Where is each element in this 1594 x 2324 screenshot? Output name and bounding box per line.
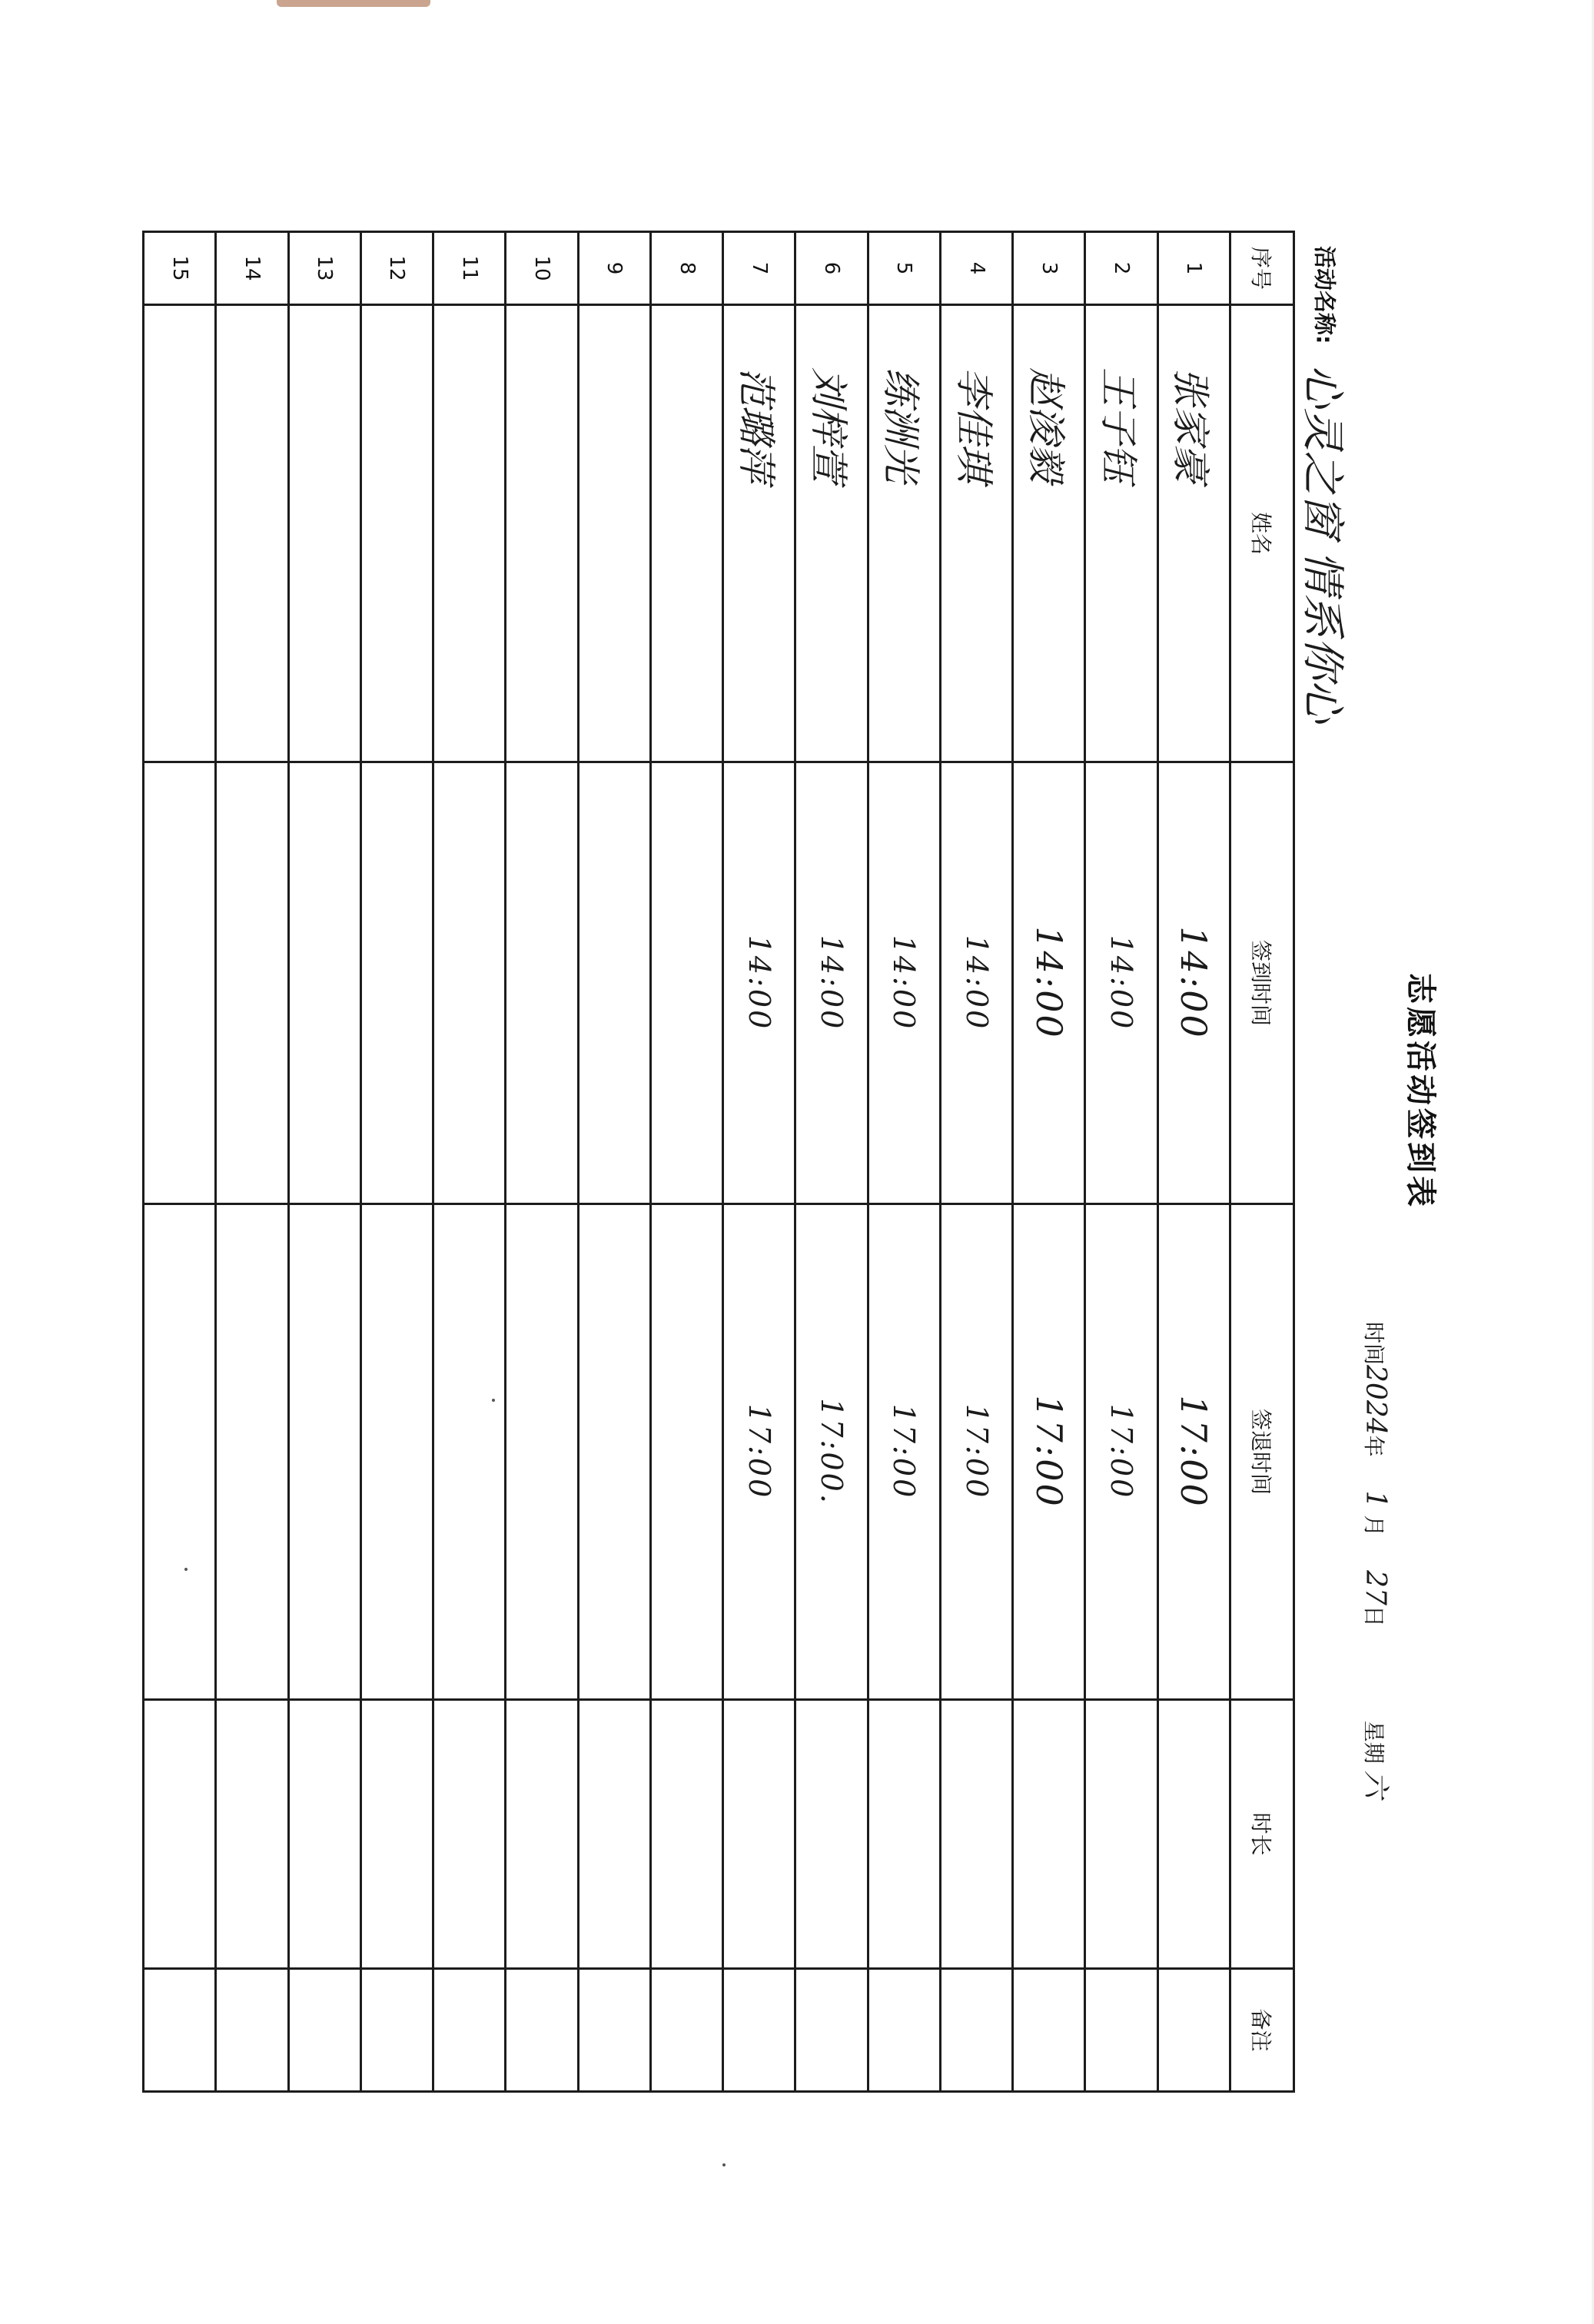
row-no: 13	[288, 232, 360, 305]
date-year-unit: 年	[1361, 1435, 1386, 1457]
row-note	[216, 1969, 288, 2092]
row-no: 2	[1085, 232, 1157, 305]
row-note	[1157, 1969, 1230, 2092]
row-duration	[940, 1700, 1012, 1969]
row-duration	[506, 1700, 578, 1969]
row-name	[360, 305, 433, 762]
row-name-cell	[723, 305, 795, 762]
table-row	[360, 232, 433, 2092]
activity-label: 活动名称:	[1311, 246, 1338, 344]
row-duration	[650, 1700, 722, 1969]
row-checkout: 17:00	[959, 1403, 994, 1500]
row-checkin-cell	[1085, 762, 1157, 1204]
row-checkout	[506, 1204, 578, 1700]
row-name	[506, 305, 578, 762]
row-name: 范璐萍	[733, 367, 779, 483]
row-checkout: 17:00	[1173, 1395, 1215, 1509]
row-checkout	[216, 1204, 288, 1700]
header-checkin: 签到时间	[1230, 762, 1294, 1204]
row-note	[360, 1969, 433, 2092]
row-name	[288, 305, 360, 762]
activity-name-line	[1297, 246, 1357, 723]
row-checkin: 14:00	[887, 935, 922, 1031]
table-row	[868, 232, 940, 2092]
sign-in-table	[142, 231, 1295, 2093]
row-checkin: 14:00	[959, 935, 994, 1031]
table-row	[650, 232, 722, 2092]
activity-value: 心灵之窗 情系你心	[1297, 364, 1347, 723]
row-note	[1085, 1969, 1157, 2092]
row-name: 练洲光	[878, 367, 924, 483]
row-name	[578, 305, 650, 762]
row-checkout-cell	[1157, 1204, 1230, 1700]
row-note	[433, 1969, 506, 2092]
document-title: 志愿活动签到表	[1403, 973, 1438, 1210]
row-duration	[723, 1700, 795, 1969]
row-checkout	[144, 1204, 216, 1700]
row-checkin-cell	[1013, 762, 1085, 1204]
row-checkin	[650, 762, 722, 1204]
row-name	[433, 305, 506, 762]
row-note	[650, 1969, 722, 2092]
date-day: 27	[1360, 1570, 1391, 1605]
row-note	[506, 1969, 578, 2092]
table-row	[433, 232, 506, 2092]
row-checkout	[360, 1204, 433, 1700]
row-no: 3	[1013, 232, 1085, 305]
row-checkout: 17:00	[887, 1403, 922, 1500]
row-checkin-cell	[868, 762, 940, 1204]
header-duration: 时长	[1230, 1700, 1294, 1969]
table-row	[1157, 232, 1230, 2092]
row-note	[578, 1969, 650, 2092]
row-duration	[288, 1700, 360, 1969]
table-row	[1013, 232, 1085, 2092]
row-no: 15	[144, 232, 216, 305]
weekday-label: 星期	[1361, 1720, 1386, 1764]
weekday-value: 六	[1360, 1770, 1391, 1798]
row-no: 10	[506, 232, 578, 305]
row-name	[144, 305, 216, 762]
row-name-cell	[795, 305, 868, 762]
row-no: 9	[578, 232, 650, 305]
row-name-cell	[1085, 305, 1157, 762]
row-checkin-cell	[723, 762, 795, 1204]
row-checkout-cell	[940, 1204, 1012, 1700]
sign-in-sheet	[61, 131, 1445, 2052]
row-duration	[144, 1700, 216, 1969]
row-note	[288, 1969, 360, 2092]
row-duration	[578, 1700, 650, 1969]
row-no: 6	[795, 232, 868, 305]
date-month-unit: 月	[1361, 1515, 1386, 1537]
table-row	[144, 232, 216, 2092]
row-checkout-cell	[795, 1204, 868, 1700]
row-checkin: 14:00	[815, 935, 849, 1031]
header-note: 备注	[1230, 1969, 1294, 2092]
row-checkin: 14:00	[1173, 926, 1215, 1040]
date-year: 2024	[1360, 1365, 1391, 1436]
row-checkout	[288, 1204, 360, 1700]
row-name: 张家豪	[1168, 367, 1214, 483]
row-checkout: 17:00	[1104, 1403, 1139, 1500]
row-note	[940, 1969, 1012, 2092]
row-checkin	[360, 762, 433, 1204]
row-checkin	[506, 762, 578, 1204]
header-no: 序号	[1230, 232, 1294, 305]
date-prefix: 时间	[1361, 1322, 1386, 1366]
row-no: 7	[723, 232, 795, 305]
row-note	[144, 1969, 216, 2092]
row-name	[216, 305, 288, 762]
row-duration	[360, 1700, 433, 1969]
row-checkin-cell	[940, 762, 1012, 1204]
row-name: 李佳琪	[951, 367, 996, 483]
row-checkin	[216, 762, 288, 1204]
row-checkin	[144, 762, 216, 1204]
scan-speck	[722, 2163, 726, 2166]
row-no: 11	[433, 232, 506, 305]
row-note	[1013, 1969, 1085, 2092]
table-row	[723, 232, 795, 2092]
row-duration	[433, 1700, 506, 1969]
row-checkout-cell	[1085, 1204, 1157, 1700]
row-note	[795, 1969, 868, 2092]
row-duration	[795, 1700, 868, 1969]
table-row	[940, 232, 1012, 2092]
row-checkout-cell	[723, 1204, 795, 1700]
row-checkout: 17:00	[742, 1403, 776, 1500]
row-checkout: 17:00.	[815, 1398, 849, 1506]
table-row	[795, 232, 868, 2092]
row-name-cell	[940, 305, 1012, 762]
table-row	[578, 232, 650, 2092]
table-row	[1085, 232, 1157, 2092]
table-row	[506, 232, 578, 2092]
row-checkin	[433, 762, 506, 1204]
header-name: 姓名	[1230, 305, 1294, 762]
row-no: 4	[940, 232, 1012, 305]
header-checkout: 签退时间	[1230, 1204, 1294, 1700]
date-line	[1360, 1322, 1397, 1798]
row-checkin	[578, 762, 650, 1204]
row-checkin	[288, 762, 360, 1204]
row-name: 王子钰	[1096, 367, 1141, 483]
row-no: 5	[868, 232, 940, 305]
date-day-unit: 日	[1361, 1605, 1386, 1627]
date-month: 1	[1360, 1490, 1391, 1509]
table-row	[216, 232, 288, 2092]
row-no: 1	[1157, 232, 1230, 305]
table-row	[288, 232, 360, 2092]
row-duration	[868, 1700, 940, 1969]
row-name-cell	[1157, 305, 1230, 762]
row-duration	[1013, 1700, 1085, 1969]
row-checkin: 14:00	[742, 935, 776, 1031]
row-no: 12	[360, 232, 433, 305]
row-checkin-cell	[1157, 762, 1230, 1204]
row-checkout-cell	[1013, 1204, 1085, 1700]
row-note	[723, 1969, 795, 2092]
row-checkin: 14:00	[1028, 926, 1070, 1040]
row-checkout: 17:00	[1028, 1395, 1070, 1509]
row-duration	[216, 1700, 288, 1969]
row-checkout	[650, 1204, 722, 1700]
row-checkin-cell	[795, 762, 868, 1204]
row-checkout-cell	[868, 1204, 940, 1700]
row-name-cell	[1013, 305, 1085, 762]
row-checkout	[433, 1204, 506, 1700]
row-no: 8	[650, 232, 722, 305]
row-name: 赵浚毅	[1023, 367, 1068, 483]
row-checkin: 14:00	[1104, 935, 1139, 1031]
row-name	[650, 305, 722, 762]
row-duration	[1085, 1700, 1157, 1969]
row-name-cell	[868, 305, 940, 762]
row-name: 刘梓萱	[806, 367, 852, 483]
row-checkout	[578, 1204, 650, 1700]
row-note	[868, 1969, 940, 2092]
row-duration	[1157, 1700, 1230, 1969]
row-no: 14	[216, 232, 288, 305]
table-header-row	[1230, 232, 1294, 2092]
tape-strip	[277, 0, 430, 7]
